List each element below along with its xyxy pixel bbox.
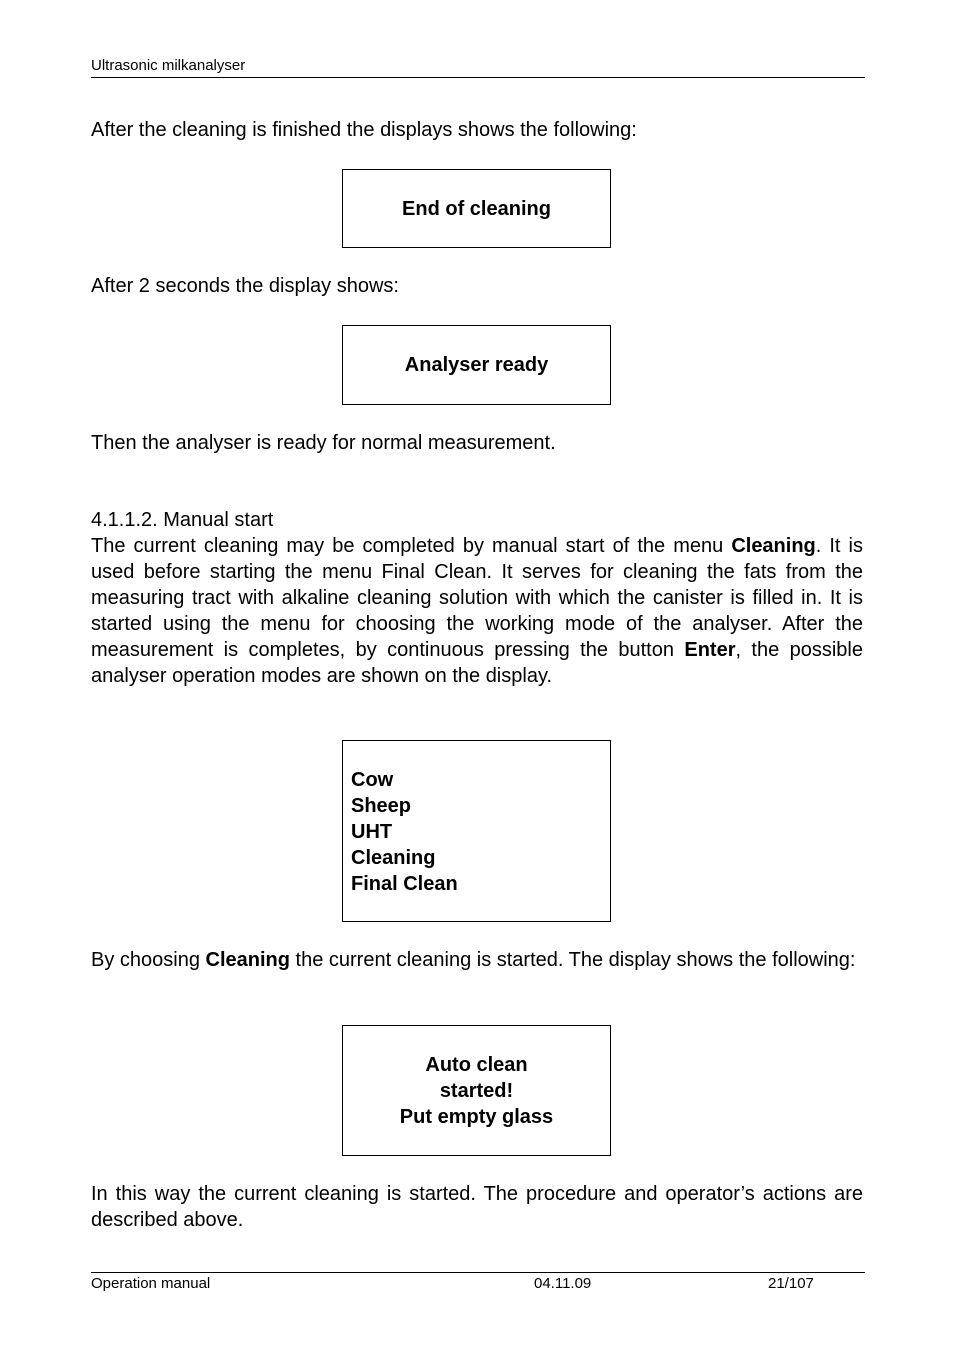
header-title: Ultrasonic milkanalyser	[91, 57, 246, 74]
choosing-text-2: the current cleaning is started. The display shows the following:	[289, 949, 856, 971]
after-two-seconds-text: After 2 seconds the display shows:	[91, 275, 399, 297]
manual-start-paragraph	[91, 533, 863, 689]
footer-date: 04.11.09	[534, 1275, 592, 1292]
display-line-3: Put empty glass	[399, 1105, 554, 1128]
manual-bold-cleaning: Cleaning	[731, 535, 816, 557]
manual-text-2: . It is used before starting the menu Final Clean. It serves for cleaning the fats from the measuring tract with alkaline cleaning solution with which the canister is filled in. It is started using the menu for choosing the working mode of the analyser. After the measurement is completes, by continuous pressing the button	[91, 535, 863, 661]
display-text: Analyser ready	[404, 354, 549, 376]
display-mode-menu	[342, 740, 611, 922]
manual-bold-enter: Enter	[684, 639, 736, 661]
display-auto-clean	[342, 1025, 611, 1156]
choosing-paragraph	[91, 947, 863, 973]
footer-page-number: 21/107	[768, 1275, 814, 1292]
display-analyser-ready	[342, 325, 611, 405]
menu-item-cleaning: Cleaning	[351, 847, 436, 869]
intro-text: After the cleaning is finished the displays shows the following:	[91, 119, 637, 141]
menu-item-cow: Cow	[351, 769, 394, 791]
display-end-of-cleaning	[342, 169, 611, 248]
display-text: End of cleaning	[402, 197, 551, 220]
display-line-2: started!	[439, 1079, 514, 1102]
display-line-1: Auto clean	[425, 1053, 528, 1076]
menu-item-uht: UHT	[351, 821, 393, 843]
page-footer	[91, 1272, 865, 1292]
footer-manual-title: Operation manual	[91, 1275, 211, 1292]
choosing-text-1: By choosing	[91, 949, 206, 971]
menu-item-final-clean: Final Clean	[351, 873, 458, 895]
manual-text-3: , the possible analyser operation modes are shown on the display.	[91, 639, 863, 687]
page-header	[91, 56, 865, 78]
choosing-bold-cleaning: Cleaning	[205, 949, 290, 971]
section-heading: 4.1.1.2. Manual start	[91, 509, 274, 531]
manual-text-1: The current cleaning may be completed by manual start of the menu	[91, 535, 732, 557]
closing-paragraph: In this way the current cleaning is started. The procedure and operator’s actions are described above.	[91, 1183, 863, 1231]
menu-item-sheep: Sheep	[351, 795, 412, 817]
ready-text: Then the analyser is ready for normal measurement.	[91, 432, 556, 454]
